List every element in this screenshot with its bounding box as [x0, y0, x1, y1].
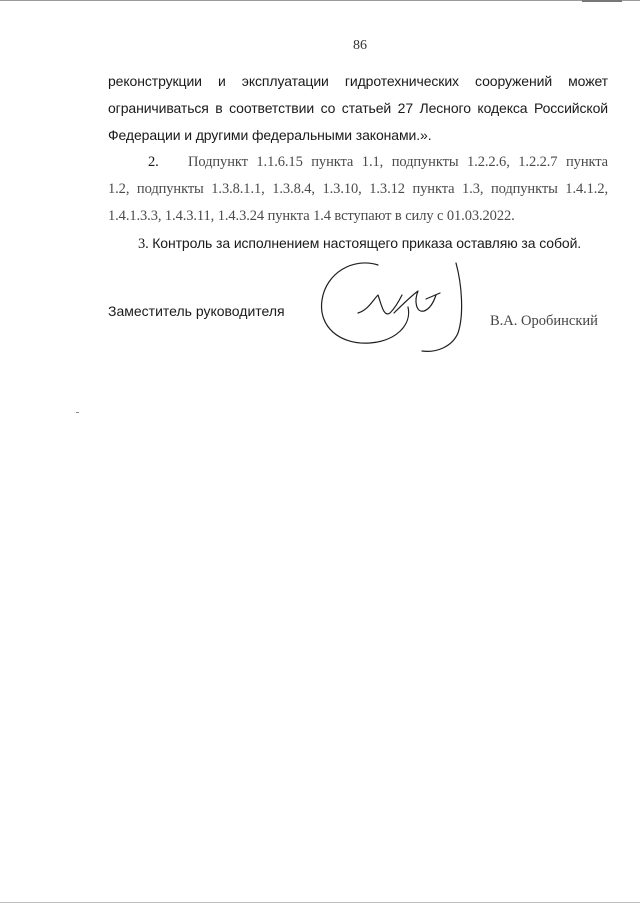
scan-top-mark — [582, 0, 622, 2]
text-line: 1.4.1.3.3, 1.4.3.11, 1.4.3.24 пункта 1.4 вступают в силу с 01.03.2022. — [108, 208, 515, 224]
item-3-line — [108, 230, 608, 257]
signer-title: Заместитель руководителя — [108, 303, 285, 319]
paragraph-continuation — [108, 68, 608, 149]
item-number: 3. — [138, 236, 149, 252]
scan-bottom-edge — [0, 902, 640, 903]
item-2-first-line — [108, 149, 608, 176]
page-number: 86 — [353, 38, 367, 53]
scan-top-edge — [0, 0, 640, 7]
handwritten-signature — [318, 255, 478, 355]
item-number: 2. — [148, 154, 159, 170]
text-line: Федерации и другими федеральными законами.». — [108, 127, 432, 143]
text-line: Контроль за исполнением настоящего приказа оставляю за собой. — [152, 235, 582, 251]
text-line: ограничиваться в соответствии со статьей 27 Лесного кодекса Российской — [108, 100, 608, 116]
text-line: реконструкции и эксплуатации гидротехнических сооружений может — [108, 73, 608, 89]
text-line: 1.2, подпункты 1.3.8.1.1, 1.3.8.4, 1.3.10, 1.3.12 пункта 1.3, подпункты 1.4.1.2, — [108, 181, 608, 197]
text-line: Подпункт 1.1.6.15 пункта 1.1, подпункты 1.2.2.6, 1.2.2.7 пункта — [188, 154, 608, 170]
scan-speck — [76, 412, 79, 413]
item-2 — [108, 149, 608, 230]
item-3 — [108, 230, 608, 257]
signer-name: В.А. Оробинский — [490, 313, 598, 329]
